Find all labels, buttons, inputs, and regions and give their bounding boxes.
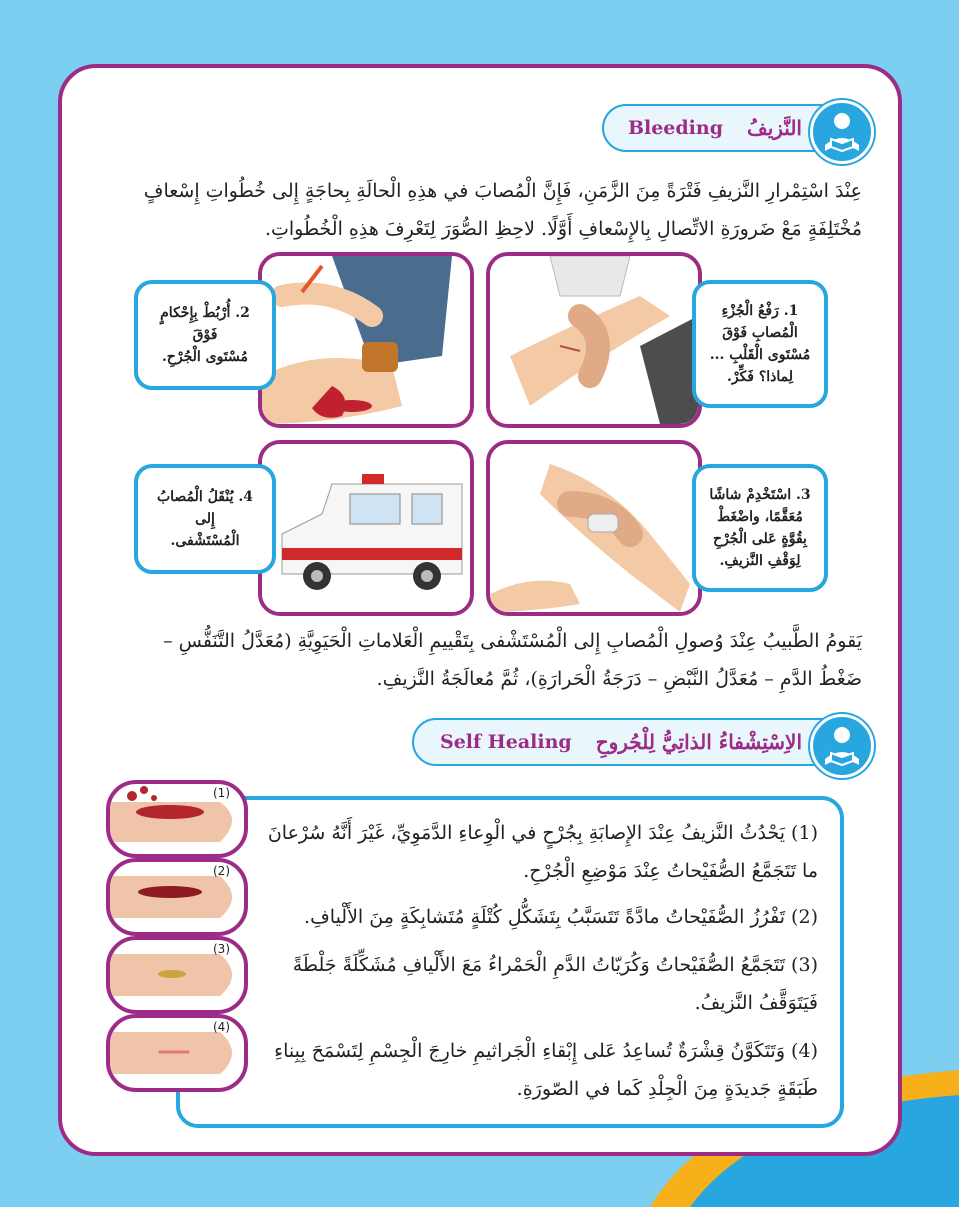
healing-item-4: (4) وَتَتَكَوَّنُ قِشْرَةٌ تُساعِدُ عَلى إِبْقاءِ الْجَراثيمِ خارِجَ الْجِسْمِ لِتَسْمَحَ بِبِناءِ طَبَقَةٍ جَديدَةٍ مِنَ الْجِلْدِ كَما في الصّورَةِ. bbox=[274, 1040, 818, 1100]
finger-stage-2-image: (2) bbox=[106, 858, 248, 936]
healing-item-3: (3) تَتَجَمَّعُ الصُّفَيْحاتُ وَكُرَيّاتُ الدَّمِ الْحَمْراءُ مَعَ الأَلْيافِ مُشَكِّلَةً جَلْطَةً فَيَتَوَقَّفُ النَّزيفُ. bbox=[292, 954, 818, 1014]
page-number: 82 bbox=[838, 1128, 872, 1157]
intro-paragraph bbox=[72, 172, 862, 248]
pressure-bandage-photo bbox=[486, 440, 702, 616]
section-title-ar: النَّزيفُ bbox=[747, 116, 802, 140]
reading-child-icon bbox=[810, 100, 874, 164]
section2-title-en: Self Healing bbox=[439, 731, 572, 753]
step-3-caption: 3. اسْتَخْدِمْ شاشًا مُعَقَّمًا، واضْغَطْ بِقُوَّةٍ عَلى الْجُرْحِ لِوَقْفِ النَّزيفِ. bbox=[692, 464, 828, 592]
healing-steps-box bbox=[176, 796, 844, 1128]
step-2-caption: 2. أُرْبُطْ بِإِحْكامٍ فَوْقَ مُسْتَوى الْجُرْحِ. bbox=[134, 280, 276, 390]
section-header-self-healing bbox=[412, 718, 870, 766]
section-title-en: Bleeding bbox=[627, 117, 723, 139]
step-4-caption: 4. يُنْقَلُ الْمُصابُ إِلى الْمُسْتَشْفى. bbox=[134, 464, 276, 574]
step-1-caption: 1. رَفْعُ الْجُزْءِ الْمُصابِ فَوْقَ مُسْتَوى الْقَلْبِ ... لِماذا؟ فَكِّرْ. bbox=[692, 280, 828, 408]
reading-child-icon bbox=[810, 714, 874, 778]
intro-line-1: عِنْدَ اسْتِمْرارِ النَّزيفِ فَتْرَةً مِنَ الزَّمَنِ، فَإِنَّ الْمُصابَ في هذِهِ الْحالَةِ بِحاجَةٍ إِلى خُطُواتِ إِسْعافٍ bbox=[143, 180, 862, 202]
finger-stage-4-image: (4) bbox=[106, 1014, 248, 1092]
ambulance-photo bbox=[258, 440, 474, 616]
intro-line-2: مُخْتَلِفَةٍ مَعْ ضَرورَةِ الاتِّصالِ بِالإِسْعافِ أَوَّلًا. لاحِظِ الصُّوَرَ لِتَعْرِفَ هذِهِ الْخُطُواتِ. bbox=[264, 218, 862, 240]
healing-item-1: (1) يَحْدُثُ النَّزيفُ عِنْدَ الإِصابَةِ بِجُرْحٍ في الْوِعاءِ الدَّمَوِيِّ، غَيْرَ أَنَّهُ سُرْعانَ ما تَتَجَمَّعُ الصُّفَيْحاتُ عِنْدَ مَوْضِعِ الْجُرْحِ. bbox=[267, 822, 818, 882]
section-header-bleeding bbox=[602, 104, 870, 152]
finger-stage-3-image: (3) bbox=[106, 936, 248, 1014]
leg-bleeding-photo bbox=[258, 252, 474, 428]
finger-stage-1-image: (1) bbox=[106, 780, 248, 858]
section2-title-ar: الاِسْتِشْفاءُ الذاتِيُّ لِلْجُروحِ bbox=[595, 730, 802, 754]
doctor-paragraph bbox=[72, 622, 862, 698]
raise-arm-photo bbox=[486, 252, 702, 428]
doctor-line-2: ضَغْطُ الدَّمِ – مُعَدَّلُ النَّبْضِ – دَرَجَةُ الْحَرارَةِ)، ثُمَّ مُعالَجَةُ النَّزيفِ. bbox=[376, 668, 862, 690]
healing-item-2: (2) تَفْرُزُ الصُّفَيْحاتُ مادَّةً تَتَسَبَّبُ بِتَشَكُّلِ كُتْلَةٍ مُتَشابِكَةٍ مِنَ الأَلْيافِ. bbox=[304, 906, 818, 928]
doctor-line-1: يَقومُ الطَّبيبُ عِنْدَ وُصولِ الْمُصابِ إِلى الْمُسْتَشْفى بِتَقْييمِ الْعَلاماتِ الْحَيَوِيَّةِ (مُعَدَّلُ التَّنَفُّسِ – bbox=[163, 630, 862, 652]
